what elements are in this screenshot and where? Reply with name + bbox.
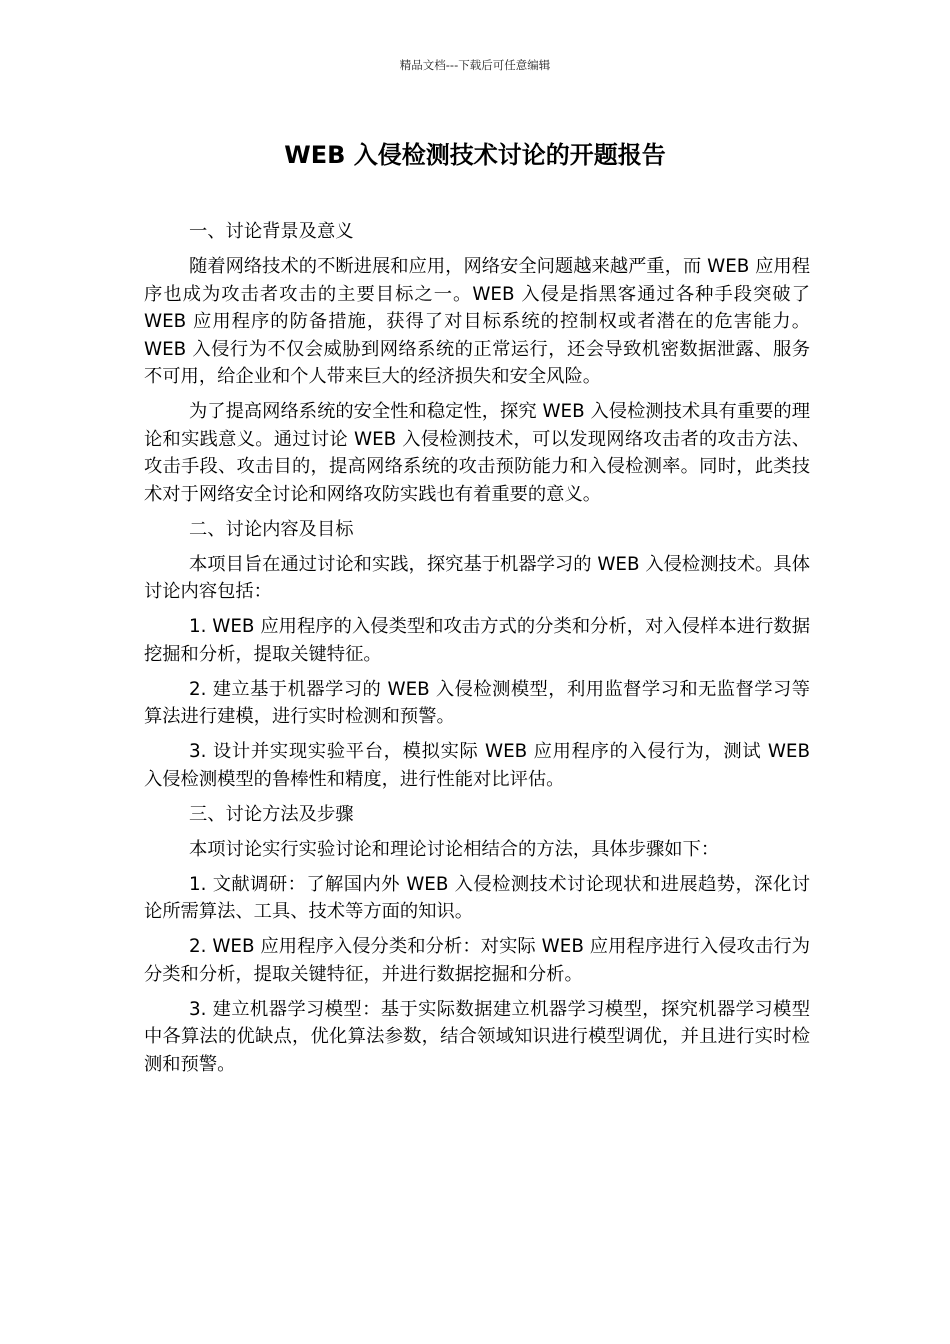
section-heading-method: 三、讨论方法及步骤 <box>189 803 354 825</box>
list-item-content-2: 2. 建立基于机器学习的 WEB 入侵检测模型，利用监督学习和无监督学习等算法进行建模，进行实时检测和预警。 <box>144 678 810 727</box>
list-item-method-1: 1. 文献调研：了解国内外 WEB 入侵检测技术讨论现状和进展趋势，深化讨论所需算法、工具、技术等方面的知识。 <box>144 873 810 922</box>
document-body <box>144 218 810 1086</box>
list-item-content-1: 1. WEB 应用程序的入侵类型和攻击方式的分类和分析，对入侵样本进行数据挖掘和分析，提取关键特征。 <box>144 616 810 665</box>
list-item-method-2: 2. WEB 应用程序入侵分类和分析：对实际 WEB 应用程序进行入侵攻击行为分类和分析，提取关键特征，并进行数据挖掘和分析。 <box>144 936 810 985</box>
page-header-note: 精品文档---下载后可任意编辑 <box>399 58 551 72</box>
document-title: WEB 入侵检测技术讨论的开题报告 <box>284 141 666 169</box>
list-item-content-3: 3. 设计并实现实验平台，模拟实际 WEB 应用程序的入侵行为，测试 WEB 入侵检测模型的鲁棒性和精度，进行性能对比评估。 <box>144 741 810 790</box>
paragraph-content-intro: 本项目旨在通过讨论和实践，探究基于机器学习的 WEB 入侵检测技术。具体讨论内容包括： <box>144 553 810 602</box>
paragraph-background-1: 随着网络技术的不断进展和应用，网络安全问题越来越严重，而 WEB 应用程序也成为攻击者攻击的主要目标之一。WEB 入侵是指黑客通过各种手段突破了 WEB 应用程序的防备措施，获得了对目标系统的控制权或者潜在的危害能力。WEB 入侵行为不仅会威胁到网络系统的正常运行，还会导致机密数据泄露、服务不可用，给企业和个人带来巨大的经济损失和安全风险。 <box>144 256 810 387</box>
paragraph-method-intro: 本项讨论实行实验讨论和理论讨论相结合的方法，具体步骤如下： <box>189 838 720 860</box>
section-heading-content: 二、讨论内容及目标 <box>189 518 354 540</box>
section-heading-background: 一、讨论背景及意义 <box>189 221 354 242</box>
paragraph-background-2: 为了提高网络系统的安全性和稳定性，探究 WEB 入侵检测技术具有重要的理论和实践意义。通过讨论 WEB 入侵检测技术，可以发现网络攻击者的攻击方法、攻击手段、攻击目的，提高网络系统的攻击预防能力和入侵检测率。同时，此类技术对于网络安全讨论和网络攻防实践也有着重要的意义。 <box>144 401 810 505</box>
list-item-method-3: 3. 建立机器学习模型：基于实际数据建立机器学习模型，探究机器学习模型中各算法的优缺点，优化算法参数，结合领域知识进行模型调优，并且进行实时检测和预警。 <box>144 998 810 1075</box>
